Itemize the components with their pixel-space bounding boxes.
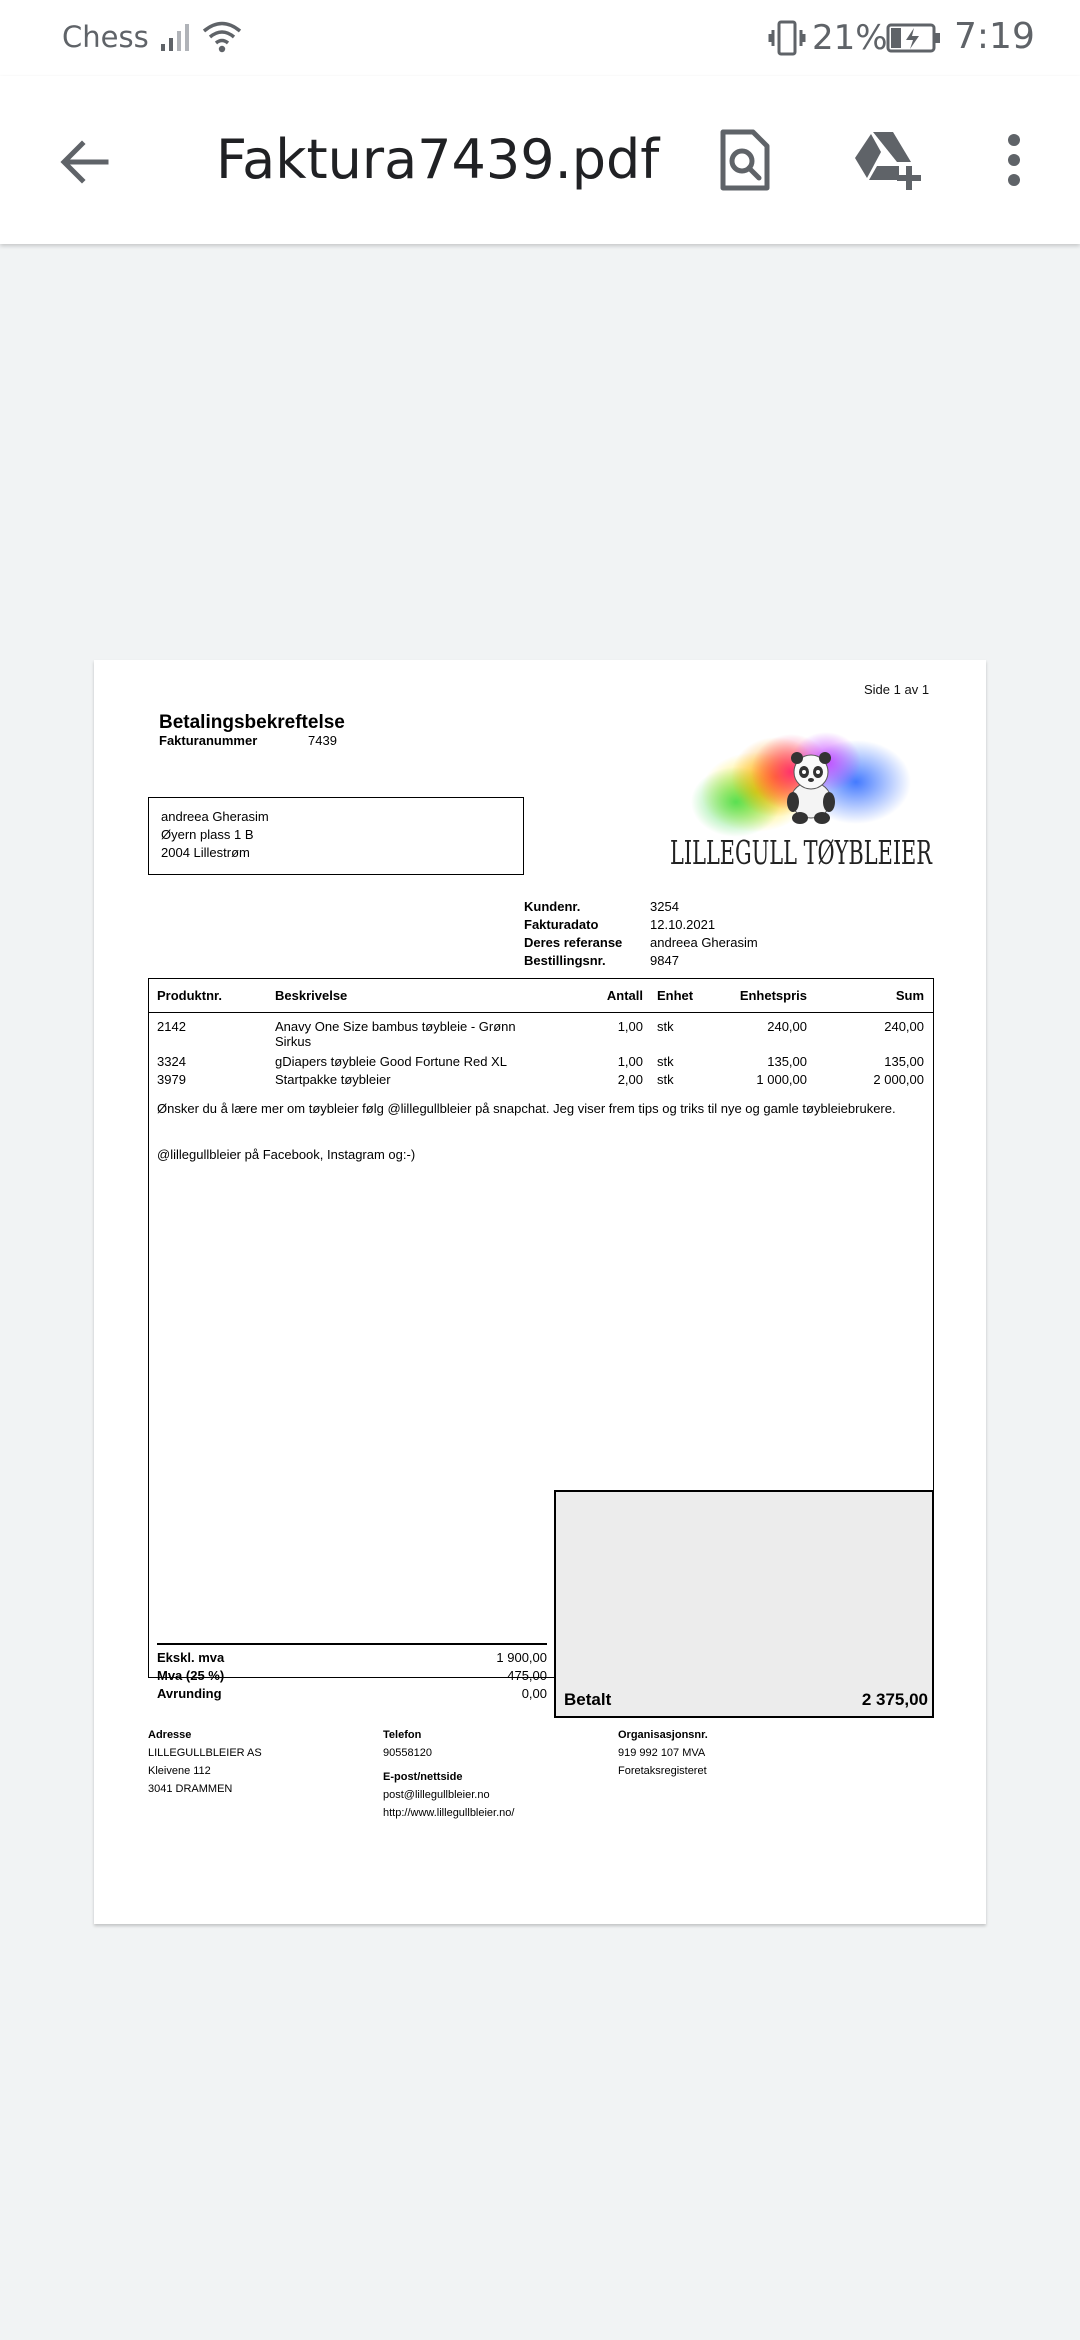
footer-org [618,1726,708,1780]
excl-vat-label: Ekskl. mva [157,1650,225,1665]
footer-phone-heading: Telefon [383,1729,422,1741]
invoice-number-label: Fakturanummer [159,733,258,748]
add-to-drive-button[interactable] [846,122,928,198]
signal-icon [160,22,194,57]
excl-vat-row [157,1649,547,1667]
add-to-drive-icon [851,128,923,192]
footer-phone: 90558120 [383,1747,432,1759]
table-row [149,1054,933,1072]
footer-city: 3041 DRAMMEN [148,1783,233,1795]
row-description: Startpakke tøybleier [275,1072,391,1087]
logo-text: LILLEGULL TØYBLEIER [670,833,933,872]
row-sum: 135,00 [884,1054,924,1069]
row-quantity: 2,00 [617,1072,643,1087]
row-unit-price: 135,00 [767,1054,807,1069]
order-no-label: Bestillingsnr. [524,953,606,968]
find-in-page-icon [717,128,771,192]
pdf-page[interactable] [94,660,986,1924]
row-unit: stk [657,1019,674,1034]
page-indicator: Side 1 av 1 [864,682,930,697]
row-product-no: 3979 [157,1072,186,1087]
col-unit-price: Enhetspris [739,988,807,1003]
row-unit-price: 240,00 [767,1019,807,1034]
invoice-number: 7439 [308,733,337,748]
invoice-date-label: Fakturadato [524,917,599,932]
customer-info-labels [524,898,622,970]
reference: andreea Gherasim [650,935,758,950]
invoice-date: 12.10.2021 [650,917,716,932]
row-product-no: 2142 [157,1019,186,1034]
vat-row [157,1667,547,1685]
footer-registry: Foretaksregisteret [618,1765,707,1777]
table-row [149,1019,933,1051]
recipient-address [148,797,524,875]
col-unit: Enhet [657,988,694,1003]
footer-org-heading: Organisasjonsnr. [618,1729,708,1741]
company-logo [666,722,936,872]
rounding-value: 0,00 [521,1686,547,1701]
footer-address-heading: Adresse [148,1729,192,1741]
row-unit-price: 1 000,00 [756,1072,807,1087]
find-in-page-button[interactable] [706,122,782,198]
customer-no-label: Kundenr. [524,899,581,914]
totals-divider [157,1643,547,1645]
row-unit: stk [657,1072,674,1087]
recipient-name: andreea Gherasim [161,809,269,824]
document-title: Faktura7439.pdf [216,128,660,191]
excl-vat-value: 1 900,00 [496,1650,547,1665]
row-unit: stk [657,1054,674,1069]
footer-org-no: 919 992 107 MVA [618,1747,706,1759]
app-toolbar [0,76,1080,244]
battery-charging-icon [886,22,942,59]
back-button[interactable] [48,126,120,198]
row-quantity: 1,00 [617,1054,643,1069]
clock-time: 7:19 [954,16,1035,57]
wifi-icon [202,20,242,59]
row-quantity: 1,00 [617,1019,643,1034]
paid-amount: 2 375,00 [861,1690,928,1709]
more-vert-icon [1006,132,1022,188]
carrier-name: Chess [62,20,149,54]
row-description: gDiapers tøybleie Good Fortune Red XL [275,1054,507,1069]
back-arrow-icon [56,134,112,190]
document-heading: Betalingsbekreftelse [159,712,345,733]
row-product-no: 3324 [157,1054,186,1069]
col-sum: Sum [895,988,924,1003]
row-description: Anavy One Size bambus tøybleie - Grønn Sirkus [275,1019,516,1049]
vat-label: Mva (25 %) [157,1668,225,1683]
totals-block [157,1649,547,1703]
recipient-street: Øyern plass 1 B [161,827,254,842]
footer-contact [383,1726,514,1822]
footer-address [148,1726,262,1798]
paid-total-box [554,1490,934,1718]
footer-website: http://www.lillegullbleier.no/ [383,1807,515,1819]
footer-email-heading: E-post/nettside [383,1771,463,1783]
table-row [149,1072,933,1090]
paid-label: Betalt [564,1690,612,1709]
invoice-social-note: @lillegullbleier på Facebook, Instagram og:-) [157,1147,416,1162]
recipient-city: 2004 Lillestrøm [161,845,250,860]
footer-street: Kleivene 112 [148,1765,211,1777]
col-description: Beskrivelse [275,988,348,1003]
rounding-label: Avrunding [157,1686,222,1701]
row-sum: 2 000,00 [873,1072,924,1087]
rounding-row [157,1685,547,1703]
customer-info-values [650,898,758,970]
row-sum: 240,00 [884,1019,924,1034]
col-product-no: Produktnr. [157,988,223,1003]
footer-company: LILLEGULLBLEIER AS [148,1747,262,1759]
col-quantity: Antall [606,988,643,1003]
reference-label: Deres referanse [524,935,623,950]
invoice-note: Ønsker du å lære mer om tøybleier følg @lillegullbleier på snapchat. Jeg viser frem tips og triks til nye og gamle tøybleiebrukere. [157,1101,896,1116]
more-options-button[interactable] [994,122,1034,198]
battery-percent: 21% [812,18,888,58]
order-no: 9847 [650,953,679,968]
vat-value: 475,00 [507,1668,547,1683]
status-bar [0,0,1080,76]
vibrate-icon [768,18,806,63]
table-header [149,979,933,1013]
customer-no: 3254 [650,899,679,914]
footer-email: post@lillegullbleier.no [383,1789,490,1801]
